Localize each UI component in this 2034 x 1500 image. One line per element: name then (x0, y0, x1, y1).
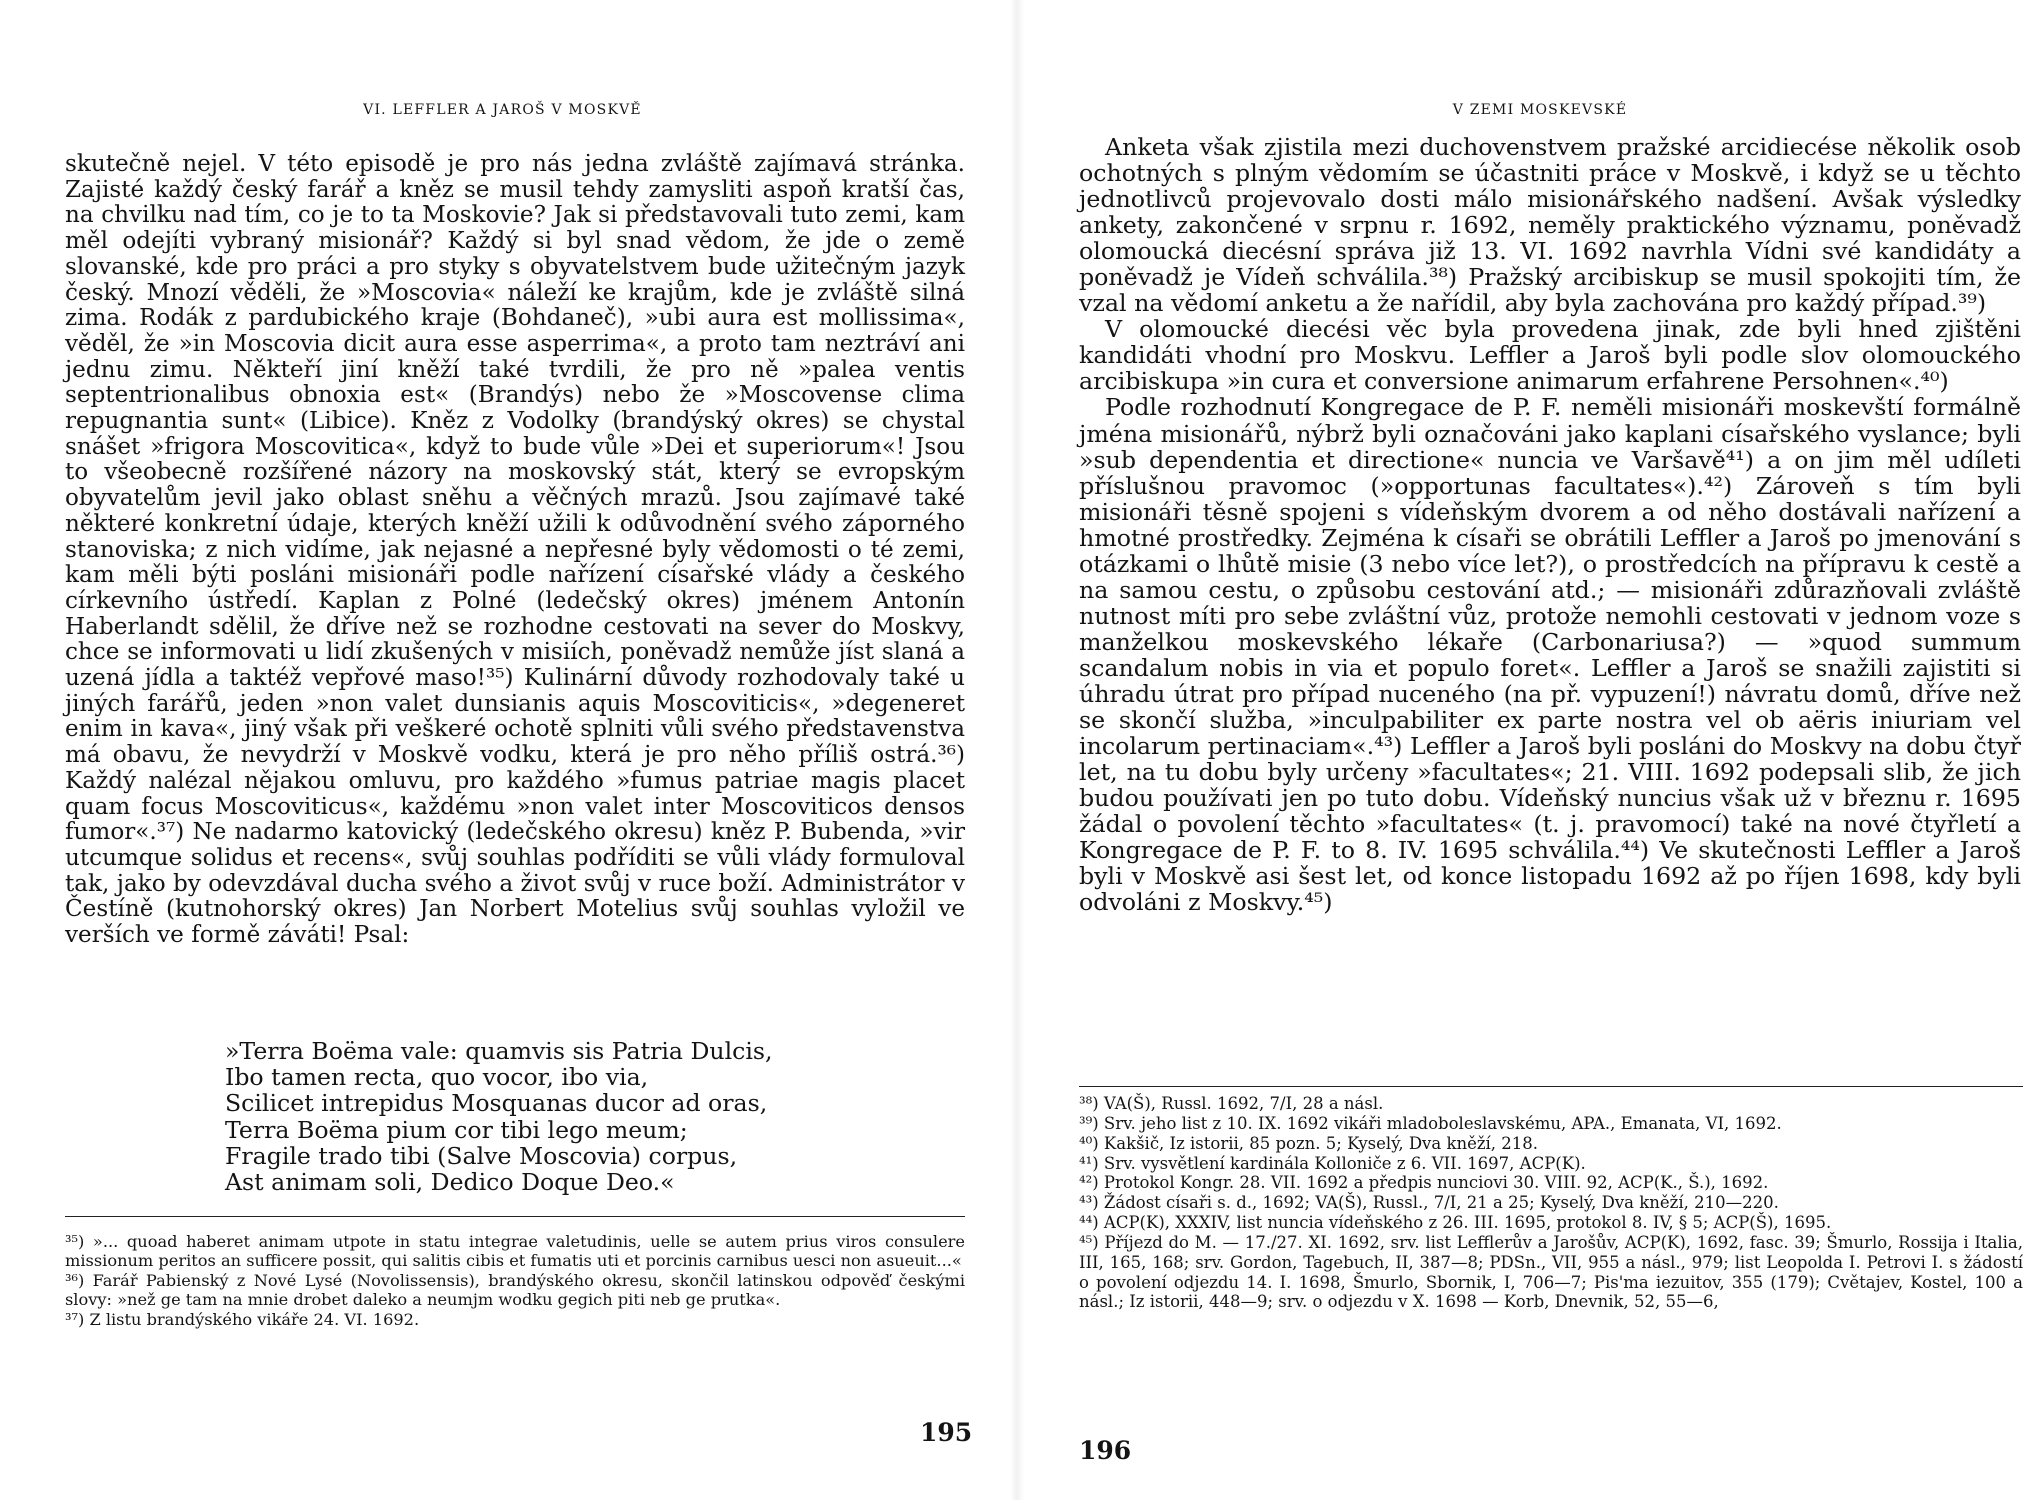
poem-line: Scilicet intrepidus Mosquanas ducor ad oras, (225, 1089, 768, 1118)
paragraph: V olomoucké diecési věc byla provedena jinak, zde byli hned zjištěni kandidáti vhodní pro Moskvu. Leffler a Jaroš byli podle slov olomouckého arcibiskupa »in cura et conversione animarum erfahrene Persohnen«.⁴⁰) (1079, 315, 2021, 396)
book-spine (1010, 0, 1024, 1500)
left-page (0, 0, 1000, 1500)
footnote: ³⁵) »... quoad haberet animam utpote in statu integrae valetudinis, uelle se autem prius viros consulere missionum peritos an sufficere possit, qui salitis cibis et fumatis uti et porcinis carnibus uesci non asueuit...« (65, 1232, 965, 1271)
footnote: ³⁷) Z listu brandýského vikáře 24. VI. 1692. (65, 1309, 420, 1329)
footnote: ³⁶) Farář Pabienský z Nové Lysé (Novolissensis), brandýského okresu, skončil latinskou odpověď českými slovy: »než ge tam na mnie drobet daleko a neumjm wodku gegich piti neb ge prutka«. (65, 1270, 965, 1310)
poem-line: Terra Boëma pium cor tibi lego meum; (225, 1115, 688, 1144)
footnote-divider (65, 1216, 965, 1217)
poem-line: Fragile trado tibi (Salve Moscovia) corpus, (225, 1141, 738, 1170)
footnotes (1079, 1094, 2023, 1312)
running-head: V ZEMI MOSKEVSKÉ (1452, 102, 1628, 118)
footnote: ⁴³) Žádost císaři s. d., 1692; VA(Š), Russl., 7/I, 21 a 25; Kyselý, Dva kněží, 210—220. (1079, 1193, 1779, 1213)
body-text (65, 152, 965, 949)
paragraph: Podle rozhodnutí Kongregace de P. F. neměli misionáři moskevští formálně jména misionářů, nýbrž byli označováni jako kaplani císařského vyslance; byli »sub dependentia et directione« nuncia ve Varšavě⁴¹) a on jim měl udíleti příslušnou pravomoc (»opportunas facultates«).⁴²) Zároveň s tím byli misionáři těsně spojeni s vídeňským dvorem a od něho dostávali nařízení a hmotné prostředky. Zejména k císaři se obrátili Leffler a Jaroš po jmenování s otázkami o lhůtě misie (3 nebo více let?), o prostředcích na přípravu k cestě a na samou cestu, o způsobu cestování atd.; — misionáři zdůrazňovali zvláště nutnost míti pro sebe zvláštní vůz, protože nemohli cestovati v jednom voze s manželkou moskevského lékaře (Carbonariusa?) — »quod summum scandalum nobis in via et populo foret«. Leffler a Jaroš se snažili zajistiti si úhradu útrat pro případ nuceného (na př. vypuzení!) návratu domů, dříve než se skončí služba, »inculpabiliter ex parte nostra vel ob aëris iniuriam vel incolarum pertinaciam«.⁴³) Leffler a Jaroš byli posláni do Moskvy na dobu čtyř let, na tu dobu byly určeny »facultates«; 21. VIII. 1692 podepsali slib, že jich budou používati jen po tuto dobu. Vídeňský nuncius však už v březnu r. 1695 žádal o povolení těchto »facultates« (t. j. pravomocí) také na nové čtyřletí a Kongregace de P. F. to 8. IV. 1695 schválila.⁴⁴) Ve skutečnosti Leffler a Jaroš byli v Moskvě asi šest let, od konce listopadu 1692 až po říjen 1698, kdy byli odvoláni z Moskvy.⁴⁵) (1079, 393, 2021, 917)
footnotes (65, 1232, 965, 1329)
poem-line: »Terra Boëma vale: quamvis sis Patria Dulcis, (225, 1037, 773, 1065)
paragraph: skutečně nejel. V této episodě je pro nás jedna zvláště zajímavá stránka. Zajisté každý český farář a kněz se musil tehdy zamysliti aspoň kratší čas, na chvilku nad tím, co je to ta Moskovie? Jak si představovali tuto zemi, kam měl odejíti vybraný misionář? Každý si byl snad vědom, že jde o země slovanské, kde pro práci a pro styky s obyvatelstvem bude užitečným jazyk český. Mnozí věděli, že »Moscovia« náleží ke krajům, kde je zvláště silná zima. Rodák z pardubického kraje (Bohdaneč), »ubi aura est mollissima«, věděl, že »in Moscovia dicit aura esse asperrima«, a proto tam neztráví ani jednu zimu. Někteří jiní kněží také tvrdili, že pro ně »palea ventis septentrionalibus obnoxia est« (Brandýs) nebo že »Moscovense clima repugnantia sunt« (Libice). Kněz z Vodolky (brandýský okres) se chystal snášet »frigora Moscovitica«, když to bude vůle »Dei et superiorum«! Jsou to všeobecně rozšířené názory na moskovský stát, který se evropským obyvatelům jevil jako oblast sněhu a věčných mrazů. Jsou zajímavé také některé konkretní údaje, kterých kněží užili k odůvodnění svého záporného stanoviska; z nich vidíme, jak nejasné a nepřesné byly vědomosti o té zemi, kam měli býti posláni misionáři podle nařízení císařské vlády a českého církevního ústředí. Kaplan z Polné (ledečský okres) jménem Antonín Haberlandt sdělil, že dříve než se rozhodne cestovati na sever do Moskvy, chce se informovati u lidí zkušených v misiích, poněvadž nemůže jíst slaná a uzená jídla a taktéž vepřové maso!³⁵) Kulinární důvody rozhodovaly také u jiných farářů, jeden »non valet dunsianis aquis Moscoviticis«, »degeneret enim in kava«, jiný však při veškeré ochotě splniti vůli svého představenstva má obavu, že nevydrží v Moskvě vodku, která je pro něho příliš ostrá.³⁶) Každý nalézal nějakou omluvu, pro každého »fumus patriae magis placet quam focus Moscoviticus«, každému »non valet inter Moscoviticos densos fumor«.³⁷) Ne nadarmo katovický (ledečského okresu) kněz P. Bubenda, »vir utcumque solidus et recens«, svůj souhlas podříditi se vůli vlády formuloval tak, jako by odevzdával ducha svého a život svůj v ruce boží. Administrátor v Čestíně (kutnohorský okres) Jan Norbert Motelius svůj souhlas vyložil ve verších ve formě záváti! Psal: (65, 151, 965, 949)
footnote: ⁴¹) Srv. vysvětlení kardinála Kolloniče z 6. VII. 1697, ACP(K). (1079, 1153, 1586, 1173)
paragraph: Anketa však zjistila mezi duchovenstvem pražské arcidiecése několik osob ochotných s plným vědomím se účastniti práce v Moskvě, i když se u těchto jednotlivců projevovalo dosti málo misionářského nadšení. Avšak výsledky ankety, zakončené v srpnu r. 1692, neměly praktického významu, poněvadž olomoucká diecésní správa již 13. VI. 1692 navrhla Vídni své kandidáty a poněvadž je Vídeň schválila.³⁸) Pražský arcibiskup se musil spokojiti tím, že vzal na vědomí anketu a že nařídil, aby byla zachována pro každý případ.³⁹) (1079, 133, 2021, 318)
footnote: ³⁸) VA(Š), Russl. 1692, 7/I, 28 a násl. (1079, 1094, 1384, 1113)
footnote: ⁴⁴) ACP(K), XXXIV, list nuncia vídeňského z 26. III. 1695, protokol 8. IV, § 5; ACP(Š), 1695. (1079, 1213, 1832, 1233)
footnote: ⁴²) Protokol Kongr. 28. VII. 1692 a předpis nunciovi 30. VIII. 92, ACP(K., Š.), 1692. (1079, 1173, 1769, 1193)
running-head: VI. LEFFLER A JAROŠ V MOSKVĚ (363, 102, 642, 118)
poem (225, 1038, 772, 1195)
body-text (1079, 134, 2021, 915)
poem-line: Ibo tamen recta, quo vocor, ibo via, (225, 1063, 649, 1092)
footnote: ³⁹) Srv. jeho list z 10. IX. 1692 vikáři mladoboleslavskému, APA., Emanata, VI, 1692. (1079, 1113, 1782, 1133)
footnote-divider (1079, 1086, 2023, 1087)
right-page (1030, 0, 2034, 1500)
page-number: 196 (1079, 1436, 1132, 1465)
footnote: ⁴⁵) Příjezd do M. — 17./27. XI. 1692, srv. list Lefflerův a Jarošův, ACP(K), 1692, fasc. 39; Šmurlo, Rossija i Italia, III, 165, 168; srv. Gordon, Tagebuch, II, 387—8; PDSn., VII, 955 a násl., 979; list Leopolda I. Petrovi I. s žádostí o povolení odjezdu 14. I. 1698, Šmurlo, Sbornik, I, 706—7; Pis'ma iezuitov, 355 (179); Cvětajev, Kostel, 100 a násl.; Iz istorii, 448—9; srv. o odjezdu v X. 1698 — Korb, Dnevnik, 52, 55—6, (1079, 1232, 2023, 1312)
footnote: ⁴⁰) Kakšič, Iz istorii, 85 pozn. 5; Kyselý, Dva kněží, 218. (1079, 1133, 1539, 1153)
page-number: 195 (920, 1418, 973, 1447)
poem-line: Ast animam soli, Dedico Doque Deo.« (225, 1168, 675, 1197)
